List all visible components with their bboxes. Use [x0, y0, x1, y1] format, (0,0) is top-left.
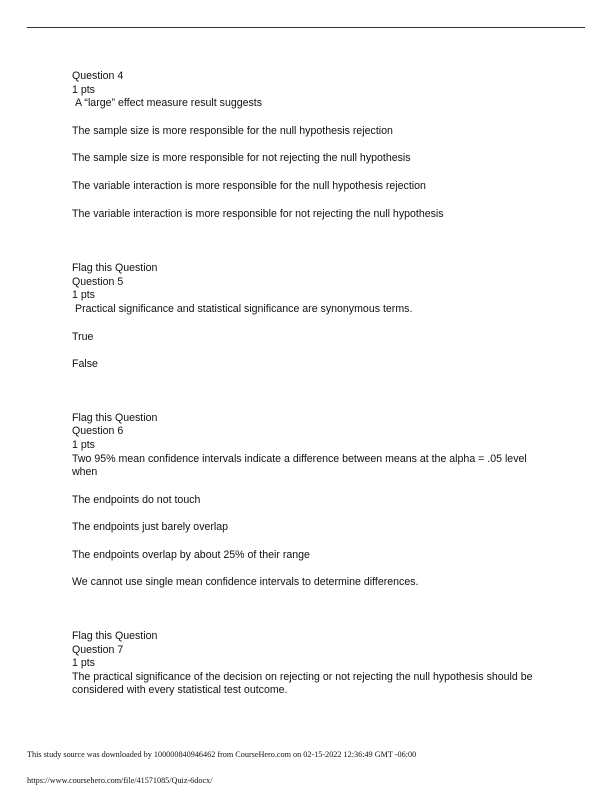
- question-prompt: Two 95% mean confidence intervals indicate a difference between means at the alpha = .05 level when: [72, 452, 527, 479]
- question-6: [72, 412, 542, 590]
- answer-option[interactable]: The variable interaction is more responsible for not rejecting the null hypothesis: [72, 207, 444, 220]
- answer-options: [72, 125, 542, 221]
- answer-option[interactable]: The endpoints overlap by about 25% of their range: [72, 548, 310, 561]
- answer-option[interactable]: The sample size is more responsible for not rejecting the null hypothesis: [72, 152, 411, 165]
- question-7: [72, 630, 542, 698]
- question-number: Question 4: [72, 70, 124, 82]
- answer-option[interactable]: The endpoints just barely overlap: [72, 521, 229, 534]
- question-points: 1 pts: [72, 289, 95, 302]
- spacer: [72, 590, 542, 630]
- source-url-link[interactable]: https://www.coursehero.com/file/41571085/Quiz-6docx/: [27, 776, 213, 785]
- spacer: [72, 221, 542, 262]
- question-number: Question 7: [72, 643, 124, 656]
- question-4: [72, 70, 542, 221]
- answer-option[interactable]: We cannot use single mean confidence intervals to determine differences.: [72, 576, 419, 589]
- answer-option-false[interactable]: False: [72, 358, 98, 371]
- download-source-note: This study source was downloaded by 100000840946462 from CourseHero.com on 02-15-2022 12:36:49 GMT -06:00: [27, 750, 417, 759]
- question-prompt: The practical significance of the decision on rejecting or not rejecting the null hypothesis should be considered with every statistical test outcome.: [72, 670, 533, 697]
- question-number: Question 5: [72, 275, 124, 288]
- answer-options: [72, 331, 542, 372]
- answer-option-true[interactable]: True: [72, 330, 94, 343]
- answer-options: [72, 494, 542, 590]
- answer-option[interactable]: The endpoints do not touch: [72, 493, 201, 506]
- flag-question-link[interactable]: Flag this Question: [72, 630, 158, 643]
- question-points: 1 pts: [72, 438, 95, 451]
- question-number: Question 6: [72, 425, 124, 438]
- top-divider: [27, 27, 585, 28]
- answer-option[interactable]: The sample size is more responsible for the null hypothesis rejection: [72, 124, 393, 137]
- question-5: [72, 262, 542, 372]
- question-points: 1 pts: [72, 83, 95, 96]
- flag-question-link[interactable]: Flag this Question: [72, 262, 158, 275]
- answer-option[interactable]: The variable interaction is more responsible for the null hypothesis rejection: [72, 179, 426, 192]
- question-prompt: A “large” effect measure result suggests: [75, 97, 263, 110]
- question-prompt: Practical significance and statistical significance are synonymous terms.: [75, 302, 413, 315]
- quiz-content: [72, 70, 542, 698]
- flag-question-link[interactable]: Flag this Question: [72, 411, 158, 424]
- spacer: [72, 372, 542, 412]
- question-points: 1 pts: [72, 657, 95, 670]
